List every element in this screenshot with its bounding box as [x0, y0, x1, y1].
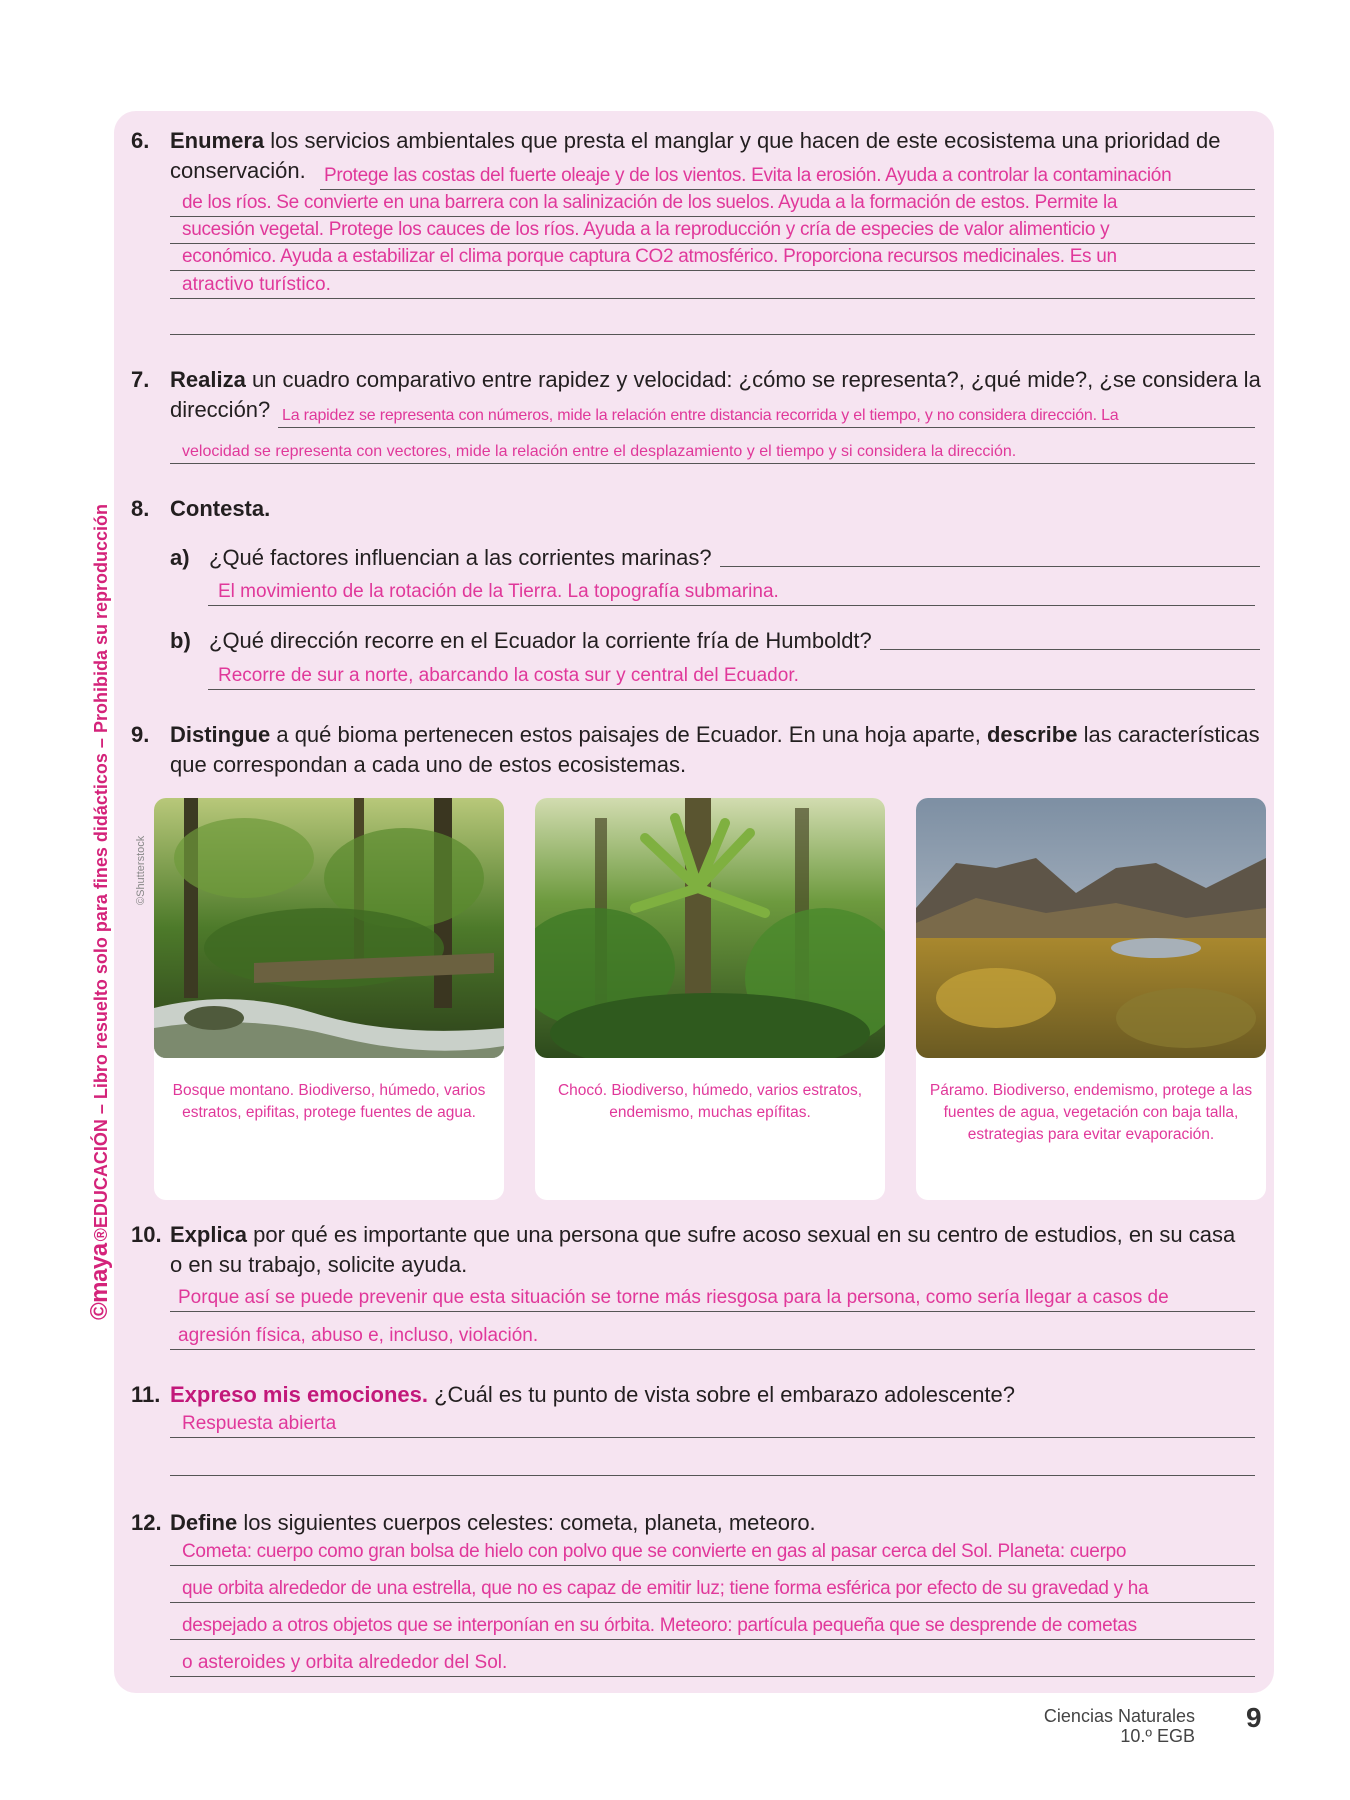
question-10 — [131, 1220, 1261, 1280]
question-text: dirección? — [170, 397, 271, 422]
answer-line[interactable] — [170, 1566, 1255, 1603]
question-number: 9. — [131, 722, 150, 747]
answer-line[interactable] — [170, 1276, 1255, 1312]
question-verb: describe — [986, 722, 1078, 747]
question-8 — [131, 494, 1261, 524]
photo-caption: Bosque montano. Biodiverso, húmedo, varios estratos, epifitas, protege fuentes de agua. — [172, 1082, 486, 1121]
answer-line[interactable] — [880, 626, 1260, 650]
photo-caption: Páramo. Biodiverso, endemismo, protege a las fuentes de agua, vegetación con baja talla, estrategias para evitar evaporación. — [929, 1082, 1253, 1143]
question-verb: Realiza — [170, 367, 246, 392]
answer-line[interactable] — [208, 654, 1255, 690]
answer-line[interactable] — [170, 244, 1255, 271]
answer-line[interactable] — [720, 543, 1260, 567]
answer-text: que orbita alrededor de una estrella, que no es capaz de emitir luz; tiene forma esférica por efecto de su gravedad y ha — [182, 1578, 1149, 1599]
answer-text: o asteroides y orbita alrededor del Sol. — [182, 1652, 508, 1673]
answer-text: Respuesta abierta — [182, 1413, 337, 1434]
answer-line[interactable] — [170, 271, 1255, 299]
answer-text: La rapidez se representa con números, mide la relación entre distancia recorrida y el tiempo, y no considera dirección. La — [282, 407, 1119, 424]
answer-text: velocidad se representa con vectores, mide la relación entre el desplazamiento y el tiempo y si considera la dirección. — [182, 443, 1017, 460]
question-text: las características — [1077, 722, 1260, 747]
answer-text: El movimiento de la rotación de la Tierra. La topografía submarina. — [218, 581, 779, 602]
subquestion-text: ¿Qué dirección recorre en el Ecuador la corriente fría de Humboldt? — [209, 628, 872, 653]
photo-bosque-montano — [154, 798, 504, 1058]
answer-line[interactable] — [278, 398, 1255, 428]
answer-line[interactable] — [170, 1603, 1255, 1640]
answer-line[interactable] — [170, 1530, 1255, 1566]
question-number: 12. — [131, 1510, 162, 1535]
photo-credit: ©Shutterstock — [135, 835, 147, 905]
photo-caption: Chocó. Biodiverso, húmedo, varios estratos, endemismo, muchas epífitas. — [557, 1082, 863, 1121]
answer-text: Protege las costas del fuerte oleaje y de los vientos. Evita la erosión. Ayuda a controlar la contaminación — [324, 165, 1172, 186]
question-9 — [131, 720, 1261, 780]
answer-8a — [208, 570, 1255, 606]
answer-7 — [170, 398, 1255, 464]
question-8a — [170, 543, 1260, 573]
answer-text: de los ríos. Se convierte en una barrera con la salinización de los suelos. Ayuda a la formación de estos. Permite la — [182, 192, 1118, 213]
answer-line[interactable] — [170, 190, 1255, 217]
grade-level: 10.º EGB — [1120, 1726, 1195, 1746]
answer-text: Porque así se puede prevenir que esta situación se torne más riesgosa para la persona, como sería llegar a casos de — [178, 1287, 1169, 1308]
answer-text: Cometa: cuerpo como gran bolsa de hielo con polvo que se convierte en gas al pasar cerca del Sol. Planeta: cuerpo — [182, 1541, 1127, 1562]
copyright-sidebar — [86, 504, 114, 1320]
answer-line[interactable] — [170, 217, 1255, 244]
photo-card-paramo — [916, 798, 1266, 1200]
answer-text: atractivo turístico. — [182, 274, 331, 295]
question-text: que correspondan a cada uno de estos ecosistemas. — [170, 752, 687, 777]
photo-card-bosque-montano — [154, 798, 504, 1200]
answer-line[interactable] — [170, 299, 1255, 335]
question-verb: Expreso mis emociones. — [170, 1382, 428, 1407]
question-verb: Enumera — [170, 128, 265, 153]
subquestion-label: a) — [170, 545, 190, 570]
answer-line[interactable] — [170, 1438, 1255, 1476]
copyright-text: ®EDUCACIÓN – Libro resuelto solo para fines didácticos – Prohibida su reproducción — [91, 504, 111, 1242]
answer-10 — [170, 1276, 1255, 1350]
question-number: 8. — [131, 496, 150, 521]
answer-line[interactable] — [170, 1312, 1255, 1350]
question-text: un cuadro comparativo entre rapidez y velocidad: ¿cómo se representa?, ¿qué mide?, ¿se considera la — [245, 367, 1261, 392]
question-number: 11. — [131, 1382, 161, 1407]
question-text: ¿Cuál es tu punto de vista sobre el embarazo adolescente? — [428, 1382, 1016, 1407]
answer-text: sucesión vegetal. Protege los cauces de los ríos. Ayuda a la reproducción y cría de especies de valor alimenticio y — [182, 219, 1110, 240]
photo-choco — [535, 798, 885, 1058]
question-verb: Distingue — [170, 722, 271, 747]
answer-11 — [170, 1402, 1255, 1476]
answer-line[interactable] — [170, 1402, 1255, 1438]
answer-6 — [170, 162, 1255, 335]
subquestion-label: b) — [170, 628, 191, 653]
page-number: 9 — [1246, 1702, 1262, 1733]
question-number: 6. — [131, 128, 150, 153]
question-text: por qué es importante que una persona que sufre acoso sexual en su centro de estudios, en su casa — [247, 1222, 1236, 1247]
question-verb: Contesta. — [170, 496, 271, 521]
subject-name: Ciencias Naturales — [1043, 1706, 1195, 1726]
question-text: o en su trabajo, solicite ayuda. — [170, 1252, 468, 1277]
question-text: los siguientes cuerpos celestes: cometa, planeta, meteoro. — [237, 1510, 816, 1535]
subquestion-text: ¿Qué factores influencian a las corrientes marinas? — [209, 545, 712, 570]
answer-text: económico. Ayuda a estabilizar el clima porque captura CO2 atmosférico. Proporciona recursos medicinales. Es un — [182, 246, 1117, 267]
question-text: los servicios ambientales que presta el manglar y que hacen de este ecosistema una prioridad de — [264, 128, 1221, 153]
answer-line[interactable] — [170, 1640, 1255, 1677]
answer-text: despejado a otros objetos que se interponían en su órbita. Meteoro: partícula pequeña que se desprende de cometas — [182, 1615, 1137, 1636]
question-text: a qué bioma pertenecen estos paisajes de Ecuador. En una hoja aparte, — [270, 722, 987, 747]
question-text: conservación. — [170, 158, 306, 183]
question-number: 7. — [131, 367, 150, 392]
maya-logo: ©maya — [86, 1243, 113, 1320]
answer-line[interactable] — [208, 570, 1255, 606]
photo-paramo — [916, 798, 1266, 1058]
answer-8b — [208, 654, 1255, 690]
photo-card-choco — [535, 798, 885, 1200]
answer-text: agresión física, abuso e, incluso, violación. — [178, 1325, 539, 1346]
question-8b — [170, 626, 1260, 656]
answer-line[interactable] — [170, 428, 1255, 464]
answer-line[interactable] — [320, 162, 1255, 190]
question-verb: Explica — [170, 1222, 248, 1247]
question-number: 10. — [131, 1222, 162, 1247]
footer-subject — [1044, 1706, 1195, 1746]
answer-12 — [170, 1530, 1255, 1677]
question-verb: Define — [170, 1510, 238, 1535]
answer-text: Recorre de sur a norte, abarcando la costa sur y central del Ecuador. — [218, 665, 799, 686]
